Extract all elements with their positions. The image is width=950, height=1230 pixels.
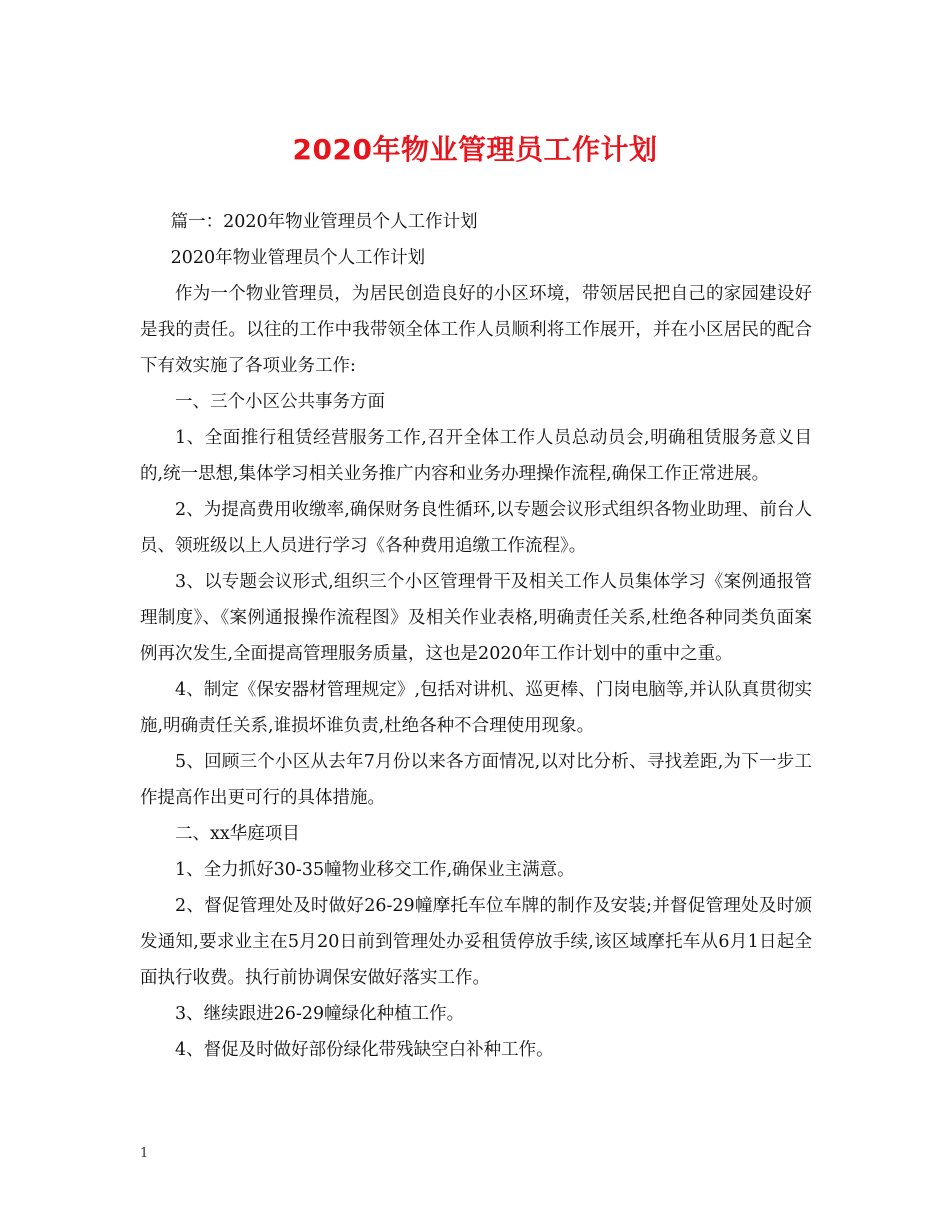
paragraph: 1、全面推行租赁经营服务工作,召开全体工作人员总动员会,明确租赁服务意义目的,统一思想,集体学习相关业务推广内容和业务办理操作流程,确保工作正常进展。 bbox=[140, 428, 812, 484]
paragraph: 3、以专题会议形式,组织三个小区管理骨干及相关工作人员集体学习《案例通报管理制度》、《案例通报操作流程图》及相关作业表格,明确责任关系,杜绝各种同类负面案例再次发生,全面提高管理服务质量，这也是2020年工作计划中的重中之重。 bbox=[140, 572, 812, 664]
paragraph: 2、督促管理处及时做好26-29幢摩托车位车牌的制作及安装;并督促管理处及时颁发通知,要求业主在5月20日前到管理处办妥租赁停放手续,该区域摩托车从6月1日起全面执行收费。执行前协调保安做好落实工作。 bbox=[140, 896, 812, 988]
paragraph: 作为一个物业管理员，为居民创造良好的小区环境，带领居民把自己的家园建设好是我的责任。以往的工作中我带领全体工作人员顺利将工作展开，并在小区居民的配合下有效实施了各项业务工作: bbox=[140, 284, 812, 376]
subtitle: 2020年物业管理员个人工作计划 bbox=[170, 248, 426, 268]
paragraph: 3、继续跟进26-29幢绿化种植工作。 bbox=[175, 1004, 465, 1024]
document-body bbox=[140, 204, 812, 1068]
paragraph: 一、三个小区公共事务方面 bbox=[175, 392, 385, 412]
paragraph: 二、xx华庭项目 bbox=[175, 824, 300, 844]
page-number: 1 bbox=[140, 1146, 149, 1161]
paragraph: 5、回顾三个小区从去年7月份以来各方面情况,以对比分析、寻找差距,为下一步工作提高作出更可行的具体措施。 bbox=[140, 752, 812, 808]
section-heading: 篇一：2020年物业管理员个人工作计划 bbox=[170, 212, 478, 232]
paragraph: 1、全力抓好30-35幢物业移交工作,确保业主满意。 bbox=[175, 860, 575, 880]
document-title: 2020年物业管理员工作计划 bbox=[292, 133, 658, 166]
paragraph: 4、制定《保安器材管理规定》,包括对讲机、巡更棒、门岗电脑等,并认队真贯彻实施,明确责任关系,谁损坏谁负责,杜绝各种不合理使用现象。 bbox=[140, 680, 812, 736]
paragraph: 4、督促及时做好部份绿化带残缺空白补种工作。 bbox=[175, 1040, 554, 1060]
paragraph: 2、为提高费用收缴率,确保财务良性循环,以专题会议形式组织各物业助理、前台人员、领班级以上人员进行学习《各种费用追缴工作流程》。 bbox=[140, 500, 812, 556]
